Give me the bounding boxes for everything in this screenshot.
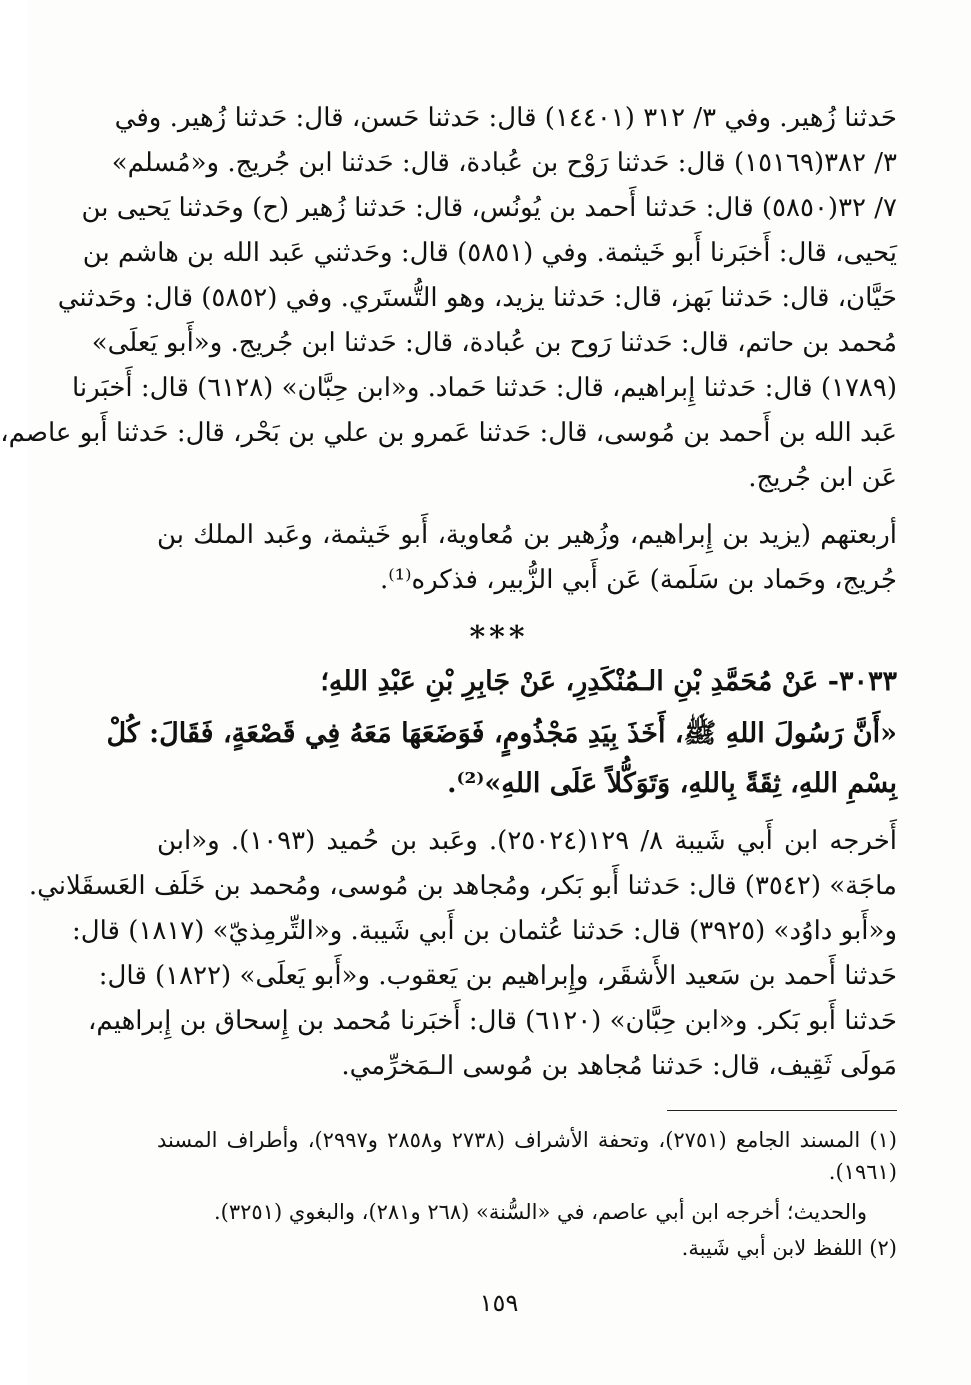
footnote: (١٩٦١). bbox=[828, 1160, 897, 1184]
body-line: مُحمد بن حاتم، قال: حَدثنا رَوح بن عُبادة، قال: حَدثنا ابن جُريج. و«أَبو يَعلَى» bbox=[91, 328, 897, 358]
hadith-text: «أَنَّ رَسُولَ اللهِ ﷺ، أَخَذَ بِيَدِ مَجْذُومٍ، فَوَضَعَهَا مَعَهُ فِي قَصْعَةٍ، فَقَالَ: كُلْ bbox=[106, 718, 897, 749]
takhrij-line: و«أَبو داوُد» (٣٩٢٥) قال: حَدثنا عُثمان بن أَبي شَيبة. و«التِّرمِذيّ» (١٨١٧) قال: bbox=[71, 916, 897, 946]
footnote: والحديث؛ أخرجه ابن أبي عاصم، في «السُّنة» (٢٦٨ و٢٨١)، والبغوي (٣٢٥١). bbox=[214, 1200, 867, 1224]
summary-line: أربعتهم (يزيد بن إِبراهيم، وزُهير بن مُعاوية، أَبو خَيثمة، وعَبد الملك بن bbox=[157, 520, 897, 550]
body-line: (١٧٨٩) قال: حَدثنا إِبراهيم، قال: حَدثنا حَماد. و«ابن حِبَّان» (٦١٢٨) قال: أَخبَرنا bbox=[71, 373, 897, 403]
summary-line: جُريج، وحَماد بن سَلَمة) عَن أَبي الزُّبير، فذكره⁽¹⁾. bbox=[379, 565, 897, 595]
takhrij-line: أَخرجه ابن أَبي شَيبة ٨/ ١٢٩(٢٥٠٢٤). وعَبد بن حُميد (١٠٩٣). و«ابن bbox=[157, 826, 898, 856]
body-line: عَن ابن جُريج. bbox=[748, 463, 897, 493]
takhrij-line: مَولَى ثَقِيف، قال: حَدثنا مُجاهد بن مُوسى الـمَخرِّمي. bbox=[341, 1051, 897, 1081]
takhrij-line: حَدثنا أَبو بَكر. و«ابن حِبَّان» (٦١٢٠) قال: أَخبَرنا مُحمد بن إِسحاق بن إِبراهيم، bbox=[88, 1006, 897, 1036]
body-line: يَحيى، قال: أَخبَرنا أَبو خَيثمة. وفي (٥٨٥١) قال: وحَدثني عَبد الله بن هاشم بن bbox=[82, 238, 897, 268]
footnote: (٢) اللفظ لابن أبي شَيبة. bbox=[681, 1236, 897, 1260]
body-line: ٧/ ٣٢(٥٨٥٠) قال: حَدثنا أَحمد بن يُونُس، قال: حَدثنا زُهير (ح) وحَدثنا يَحيى بن bbox=[81, 193, 897, 223]
body-line: حَيَّان، قال: حَدثنا بَهز، قال: حَدثنا يزيد، وهو التُّستَري. وفي (٥٨٥٢) قال: وحَدثني bbox=[57, 283, 897, 313]
takhrij-line: حَدثنا أَحمد بن سَعيد الأَشقَر، وإِبراهيم بن يَعقوب. و«أَبو يَعلَى» (١٨٢٢) قال: bbox=[98, 961, 897, 991]
hadith-text: بِسْمِ اللهِ، ثِقَةً بِاللهِ، وَتَوَكُّلاً عَلَى اللهِ»⁽²⁾. bbox=[447, 768, 897, 799]
body-line: ٣/ ٣٨٢(١٥١٦٩) قال: حَدثنا رَوْح بن عُبادة، قال: حَدثنا ابن جُريج. و«مُسلم» bbox=[111, 148, 897, 178]
hadith-heading: ٣٠٣٣- عَنْ مُحَمَّدِ بْنِ الـمُنْكَدِرِ، عَنْ جَابِرِ بْنِ عَبْدِ اللهِ؛ bbox=[320, 666, 897, 697]
footnote: (١) المسند الجامع (٢٧٥١)، وتحفة الأشراف (٢٧٣٨ و٢٨٥٨ و٢٩٩٧)، وأطراف المسند bbox=[157, 1128, 897, 1152]
page-number: ١٥٩ bbox=[479, 1289, 519, 1317]
footnote-divider bbox=[667, 1110, 897, 1111]
body-line: حَدثنا زُهير. وفي ٣/ ٣١٢ (١٤٤٠١) قال: حَدثنا حَسن، قال: حَدثنا زُهير. وفي bbox=[114, 103, 897, 133]
section-separator: *** bbox=[469, 620, 529, 655]
takhrij-line: ماجَة» (٣٥٤٢) قال: حَدثنا أَبو بَكر، ومُجاهد بن مُوسى، ومُحمد بن خَلَف العَسقَلاني. bbox=[28, 871, 897, 901]
body-line: عَبد الله بن أَحمد بن مُوسى، قال: حَدثنا عَمرو بن علي بن بَحْر، قال: حَدثنا أَبو عاصم، bbox=[0, 418, 897, 448]
